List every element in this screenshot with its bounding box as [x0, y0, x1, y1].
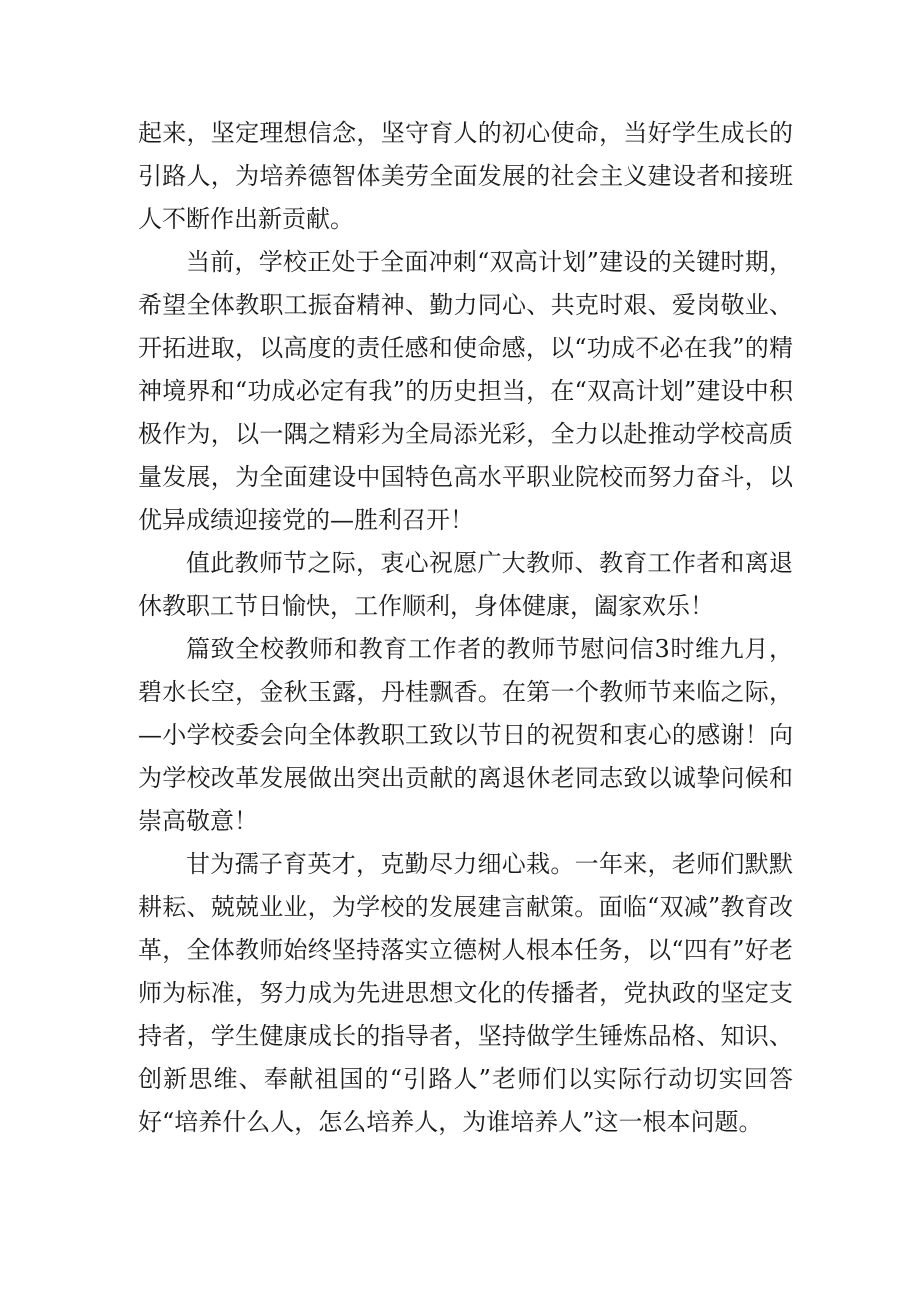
document-body	[138, 112, 793, 1144]
paragraph-continuation: 起来，坚定理想信念，坚守育人的初心使命，当好学生成长的引路人，为培养德智体美劳全面发展的社会主义建设者和接班人不断作出新贡献。	[138, 119, 793, 233]
paragraph-double-high-plan: 当前，学校正处于全面冲刺“双高计划”建设的关键时期，希望全体教职工振奋精神、勤力同心、共克时艰、爱岗敬业、开拓进取，以高度的责任感和使命感，以“功成不必在我”的精神境界和“功成必定有我”的历史担当，在“双高计划”建设中积极作为，以一隅之精彩为全局添光彩，全力以赴推动学校高质量发展，为全面建设中国特色高水平职业院校而努力奋斗，以优异成绩迎接党的—胜利召开！	[138, 248, 793, 534]
paragraph-condolence-letter: 篇致全校教师和教育工作者的教师节慰问信3时维九月，碧水长空，金秋玉露，丹桂飘香。在第一个教师节来临之际，—小学校委会向全体教职工致以节日的祝贺和衷心的感谢！向为学校改革发展做出突出贡献的离退休老同志致以诚挚问候和崇高敬意！	[138, 635, 793, 835]
paragraph-teachers-day-wishes: 值此教师节之际，衷心祝愿广大教师、教育工作者和离退休教职工节日愉快，工作顺利，身体健康，阖家欢乐！	[138, 549, 793, 620]
paragraph-teacher-dedication: 甘为孺子育英才，克勤尽力细心栽。一年来，老师们默默耕耘、兢兢业业，为学校的发展建言献策。面临“双减”教育改革，全体教师始终坚持落实立德树人根本任务，以“四有”好老师为标准，努力成为先进思想文化的传播者，党执政的坚定支持者，学生健康成长的指导者，坚持做学生锤炼品格、知识、创新思维、奉献祖国的“引路人”老师们以实际行动切实回答好“培养什么人，怎么培养人，为谁培养人”这一根本问题。	[138, 850, 793, 1136]
